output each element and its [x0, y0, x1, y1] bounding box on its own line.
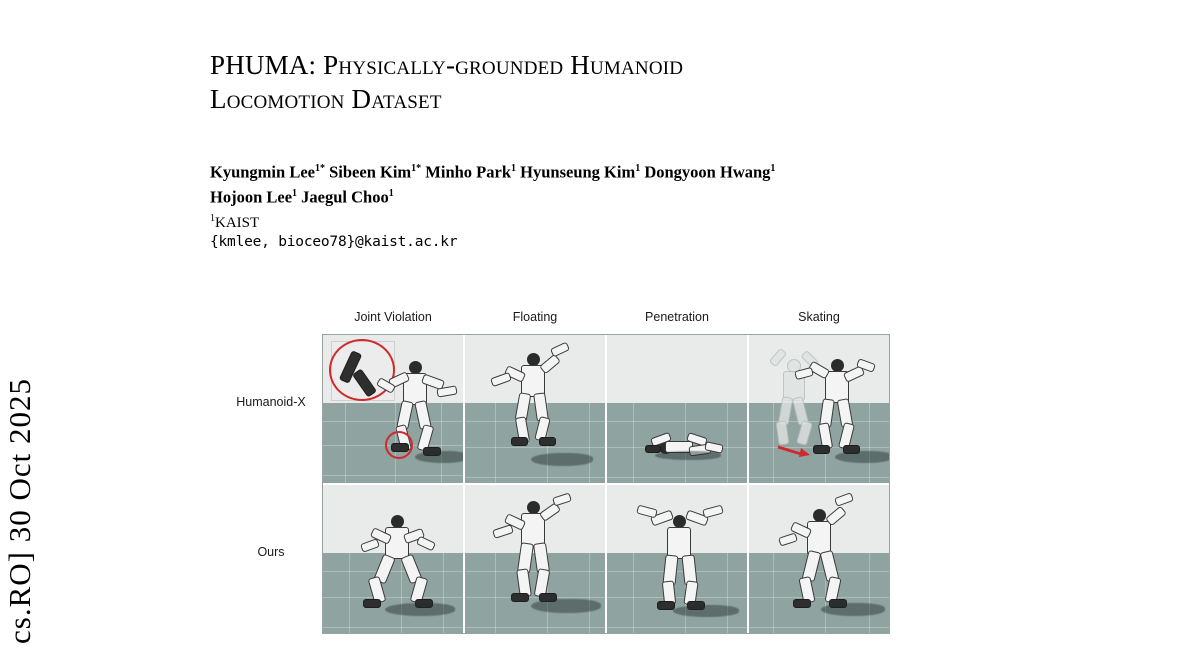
author-sup: 1: [635, 163, 641, 174]
contact-email: {kmlee, bioceo78}@kaist.ac.kr: [210, 234, 458, 250]
annotation-circle-joint-violation: [329, 339, 395, 401]
column-header-joint-violation: Joint Violation: [354, 310, 432, 324]
figure-cell-humanoidx-skating: [749, 335, 889, 483]
figure-cell-ours-skating: [749, 485, 889, 633]
figure-row-humanoid-x: [236, 335, 889, 485]
arxiv-stamp: [0, 0, 64, 648]
figure-cell-ours-floating: [465, 485, 607, 633]
author-name: Dongyoon Hwang: [644, 162, 771, 182]
title-line-2-text: Locomotion Dataset: [210, 84, 442, 114]
title-line-2: [210, 82, 970, 116]
author-name: Hyunseung Kim: [520, 162, 636, 182]
author-sup: 1: [292, 187, 298, 199]
author-name: Hojoon Lee: [210, 187, 293, 206]
affiliation-name: KAIST: [215, 215, 260, 231]
figure-cell-humanoidx-joint-violation: [323, 335, 465, 483]
author-line-2: [210, 183, 970, 208]
annotation-arrow-skating: [777, 445, 811, 455]
cell-ground: [749, 553, 889, 633]
title-line-1: [210, 48, 970, 82]
author-name: Sibeen Kim: [329, 162, 412, 182]
column-header-floating: Floating: [512, 310, 558, 324]
figure-cell-ours-joint-violation: [323, 485, 465, 633]
author-sup: 1: [770, 163, 776, 174]
author-line-1: [210, 158, 970, 183]
row-label-ours: Ours: [257, 545, 285, 559]
author-list: [210, 158, 970, 207]
row-label-humanoid-x: Humanoid-X: [236, 395, 306, 409]
figure-teaser: [222, 310, 902, 634]
figure-column-headers: [322, 310, 890, 334]
author-sup: 1*: [411, 163, 422, 174]
author-name: Minho Park: [425, 162, 512, 182]
author-sup: 1: [511, 163, 517, 174]
figure-cell-humanoidx-penetration: [607, 335, 749, 483]
cell-sky: [607, 335, 747, 403]
author-sup: 1*: [314, 163, 325, 174]
figure-grid: [236, 334, 890, 634]
affiliation-sup: 1: [210, 213, 215, 224]
column-header-skating: Skating: [798, 310, 840, 324]
author-name: Kyungmin Lee: [210, 162, 315, 182]
page-title: [210, 48, 970, 116]
affiliation: [210, 209, 970, 233]
annotation-circle-foot-violation: [385, 431, 413, 459]
figure-row-ours: [257, 485, 889, 633]
arxiv-stamp-text: cs.RO] 30 Oct 2025: [2, 378, 37, 644]
figure-cell-ours-penetration: [607, 485, 749, 633]
author-sup: 1: [388, 187, 394, 199]
cell-ground: [749, 403, 889, 483]
column-header-penetration: Penetration: [645, 310, 709, 324]
title-line-1-text: PHUMA: Physically-grounded Humanoid: [210, 50, 684, 80]
cell-ground: [465, 403, 605, 483]
paper-header: [210, 0, 970, 250]
figure-cell-humanoidx-floating: [465, 335, 607, 483]
author-name: Jaegul Choo: [301, 187, 389, 206]
